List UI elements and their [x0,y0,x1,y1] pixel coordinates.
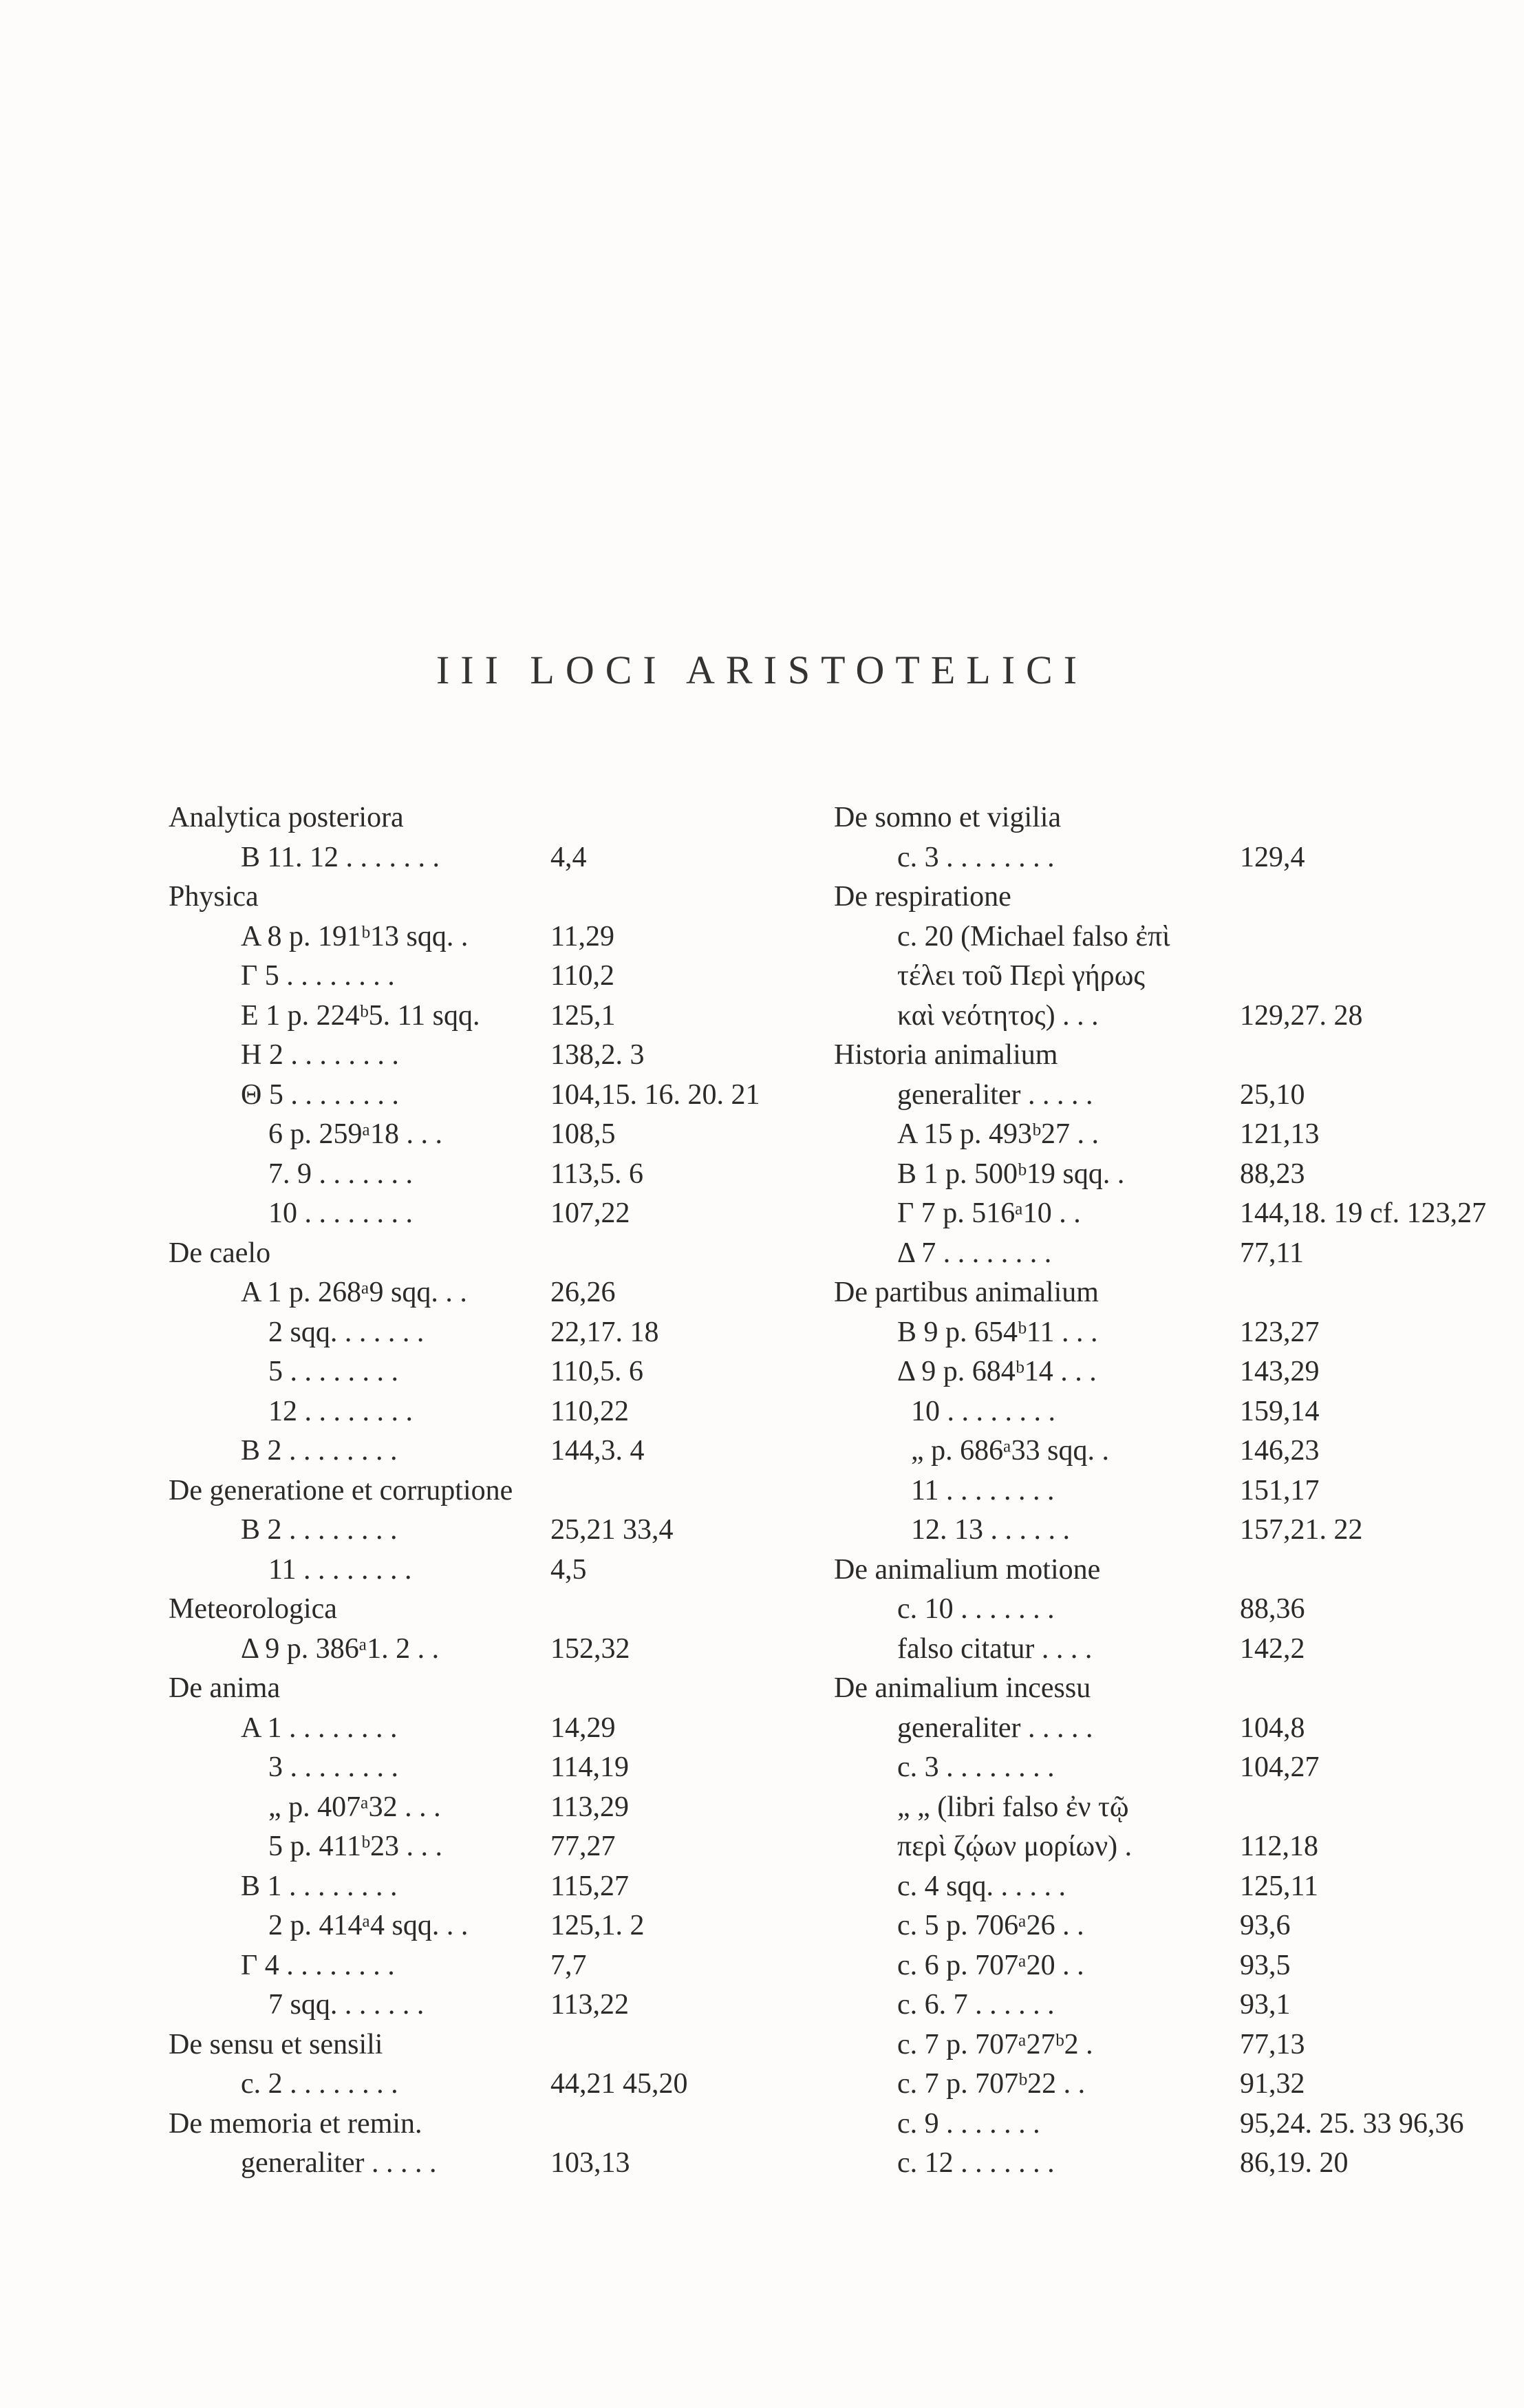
index-entry [834,1431,1494,1471]
index-entry [834,1985,1494,2025]
index-entry [834,1709,1494,1749]
index-entry [834,1788,1494,1828]
index-entry-label: generaliter . . . . . [897,1712,1093,1744]
index-entry [834,1511,1494,1551]
index-entry-reference: 88,23 [1240,1158,1305,1190]
index-entry-reference: 86,19. 20 [1240,2147,1349,2179]
index-entry [169,1630,788,1670]
index-entry-reference: 4,4 [550,841,587,873]
index-entry [169,997,788,1036]
index-entry-label: 2 sqq. . . . . . . [268,1316,425,1348]
index-entry-reference: 129,27. 28 [1240,999,1363,1032]
index-entry-label: περὶ ζῴων μορίων) . [897,1831,1133,1862]
index-entry-reference: 91,32 [1240,2068,1305,2100]
index-entry-reference: 104,8 [1240,1712,1305,1744]
index-entry-reference: 144,3. 4 [550,1435,645,1467]
index-entry-reference: 159,14 [1240,1395,1320,1427]
index-entry-label: Γ 5 . . . . . . . . [241,960,395,992]
index-entry-label: B 2 . . . . . . . . [241,1435,398,1467]
index-entry-reference: 103,13 [550,2147,630,2179]
index-entry-reference: 25,10 [1240,1078,1305,1111]
index-entry [169,957,788,997]
index-heading-label: De memoria et remin. [169,2107,422,2140]
index-heading [169,2025,788,2065]
index-heading-label: De generatione et corruptione [169,1474,513,1506]
index-heading-label: De respiratione [834,881,1011,913]
index-entry-reference: 104,27 [1240,1751,1320,1783]
index-entry-reference: 104,15. 16. 20. 21 [550,1078,760,1111]
index-entry [834,1313,1494,1353]
index-heading-label: Analytica posteriora [169,802,404,833]
index-entry-label: c. 7 p. 707ᵇ22 . . [897,2068,1086,2100]
index-entry-reference: 146,23 [1240,1435,1320,1467]
index-heading-label: De somno et vigilia [834,802,1062,833]
index-entry [834,838,1494,878]
index-entry-label: 11 . . . . . . . . [268,1553,412,1586]
index-entry-reference: 4,5 [550,1553,587,1586]
index-entry-reference: 125,1. 2 [550,1910,645,1941]
index-entry-label: 11 . . . . . . . . [911,1474,1055,1506]
index-entry [169,1155,788,1195]
right-index-column [834,798,1494,2184]
index-entry-reference: 151,17 [1240,1474,1320,1506]
index-entry [834,2144,1494,2184]
index-entry-reference: 77,27 [550,1831,616,1862]
index-entry [169,1194,788,1234]
index-entry-label: 7 sqq. . . . . . . [268,1989,425,2021]
index-entry [169,1551,788,1590]
index-entry [834,1906,1494,1946]
index-entry [834,2025,1494,2065]
page-title: III LOCI ARISTOTELICI [436,648,1088,692]
index-heading [834,1669,1494,1709]
index-entry-reference: 26,26 [550,1277,616,1308]
index-entry [834,1827,1494,1867]
index-entry-reference: 88,36 [1240,1593,1305,1625]
index-entry-reference: 138,2. 3 [550,1039,645,1071]
index-entry-reference: 108,5 [550,1118,616,1150]
index-entry [169,1431,788,1471]
index-entry-label: Δ 9 p. 684ᵇ14 . . . [897,1356,1097,1387]
index-entry-reference: 77,13 [1240,2028,1305,2060]
index-entry [169,2065,788,2105]
index-entry-label: 10 . . . . . . . . [911,1395,1055,1427]
index-entry-reference: 121,13 [1240,1118,1320,1150]
index-entry-label: A 15 p. 493ᵇ27 . . [897,1118,1099,1150]
index-entry-reference: 22,17. 18 [550,1316,659,1348]
index-entry-label: Γ 4 . . . . . . . . [241,1949,395,1981]
index-entry [834,917,1494,957]
index-entry-label: generaliter . . . . . [897,1078,1093,1111]
index-entry [169,1076,788,1116]
index-entry-label: 12 . . . . . . . . [268,1395,413,1427]
index-heading [169,1471,788,1511]
index-entry-label: „ p. 686ᵃ33 sqq. . [911,1435,1109,1467]
index-entry-label: c. 5 p. 706ᵃ26 . . [897,1910,1084,1941]
index-entry-label: B 11. 12 . . . . . . . [241,841,440,873]
index-heading-label: De animalium motione [834,1553,1101,1586]
index-entry-label: B 1 . . . . . . . . [241,1870,398,1902]
index-entry-reference: 14,29 [550,1712,616,1744]
index-entry-label: 6 p. 259ᵃ18 . . . [268,1118,442,1150]
index-entry-label: c. 6. 7 . . . . . . [897,1989,1055,2021]
index-entry-label: c. 20 (Michael falso ἐπὶ [897,920,1170,952]
index-entry [834,1115,1494,1155]
index-entry [169,1036,788,1076]
index-entry-label: Δ 7 . . . . . . . . [897,1237,1052,1269]
index-entry-label: Γ 7 p. 516ᵃ10 . . [897,1197,1081,1229]
index-entry-reference: 7,7 [550,1949,587,1981]
index-entry-label: falso citatur . . . . [897,1632,1093,1665]
index-entry [834,1946,1494,1986]
index-entry [169,1906,788,1946]
index-entry-label: c. 2 . . . . . . . . [241,2068,398,2100]
index-entry-reference: 93,5 [1240,1949,1291,1981]
index-entry [169,1827,788,1867]
index-entry [834,1748,1494,1788]
index-entry-label: Δ 9 p. 386ᵃ1. 2 . . [241,1632,440,1665]
index-entry-reference: 93,1 [1240,1989,1291,2021]
index-entry-reference: 125,11 [1240,1870,1318,1902]
index-heading [834,798,1494,838]
index-entry-reference: 107,22 [550,1197,630,1229]
index-entry-label: A 1 . . . . . . . . [241,1712,398,1744]
index-entry [834,1155,1494,1195]
index-entry-label: c. 12 . . . . . . . [897,2147,1055,2179]
index-entry-label: H 2 . . . . . . . . [241,1039,399,1071]
index-entry-reference: 143,29 [1240,1356,1320,1387]
index-entry-label: „ „ (libri falso ἐν τῷ [897,1791,1129,1823]
index-heading-label: Physica [169,881,259,913]
index-entry [834,1590,1494,1630]
index-heading [834,877,1494,917]
index-entry-label: c. 3 . . . . . . . . [897,1751,1055,1783]
index-heading [169,2105,788,2144]
index-entry-label: c. 3 . . . . . . . . [897,841,1055,873]
index-entry [169,1867,788,1907]
index-entry [834,997,1494,1036]
index-entry-label: 7. 9 . . . . . . . [268,1158,413,1190]
index-entry [834,957,1494,997]
index-entry [169,1985,788,2025]
index-entry [834,1471,1494,1511]
index-entry-label: A 1 p. 268ᵃ9 sqq. . . [241,1277,467,1308]
index-heading-label: Meteorologica [169,1593,337,1625]
index-heading-label: Historia animalium [834,1039,1058,1071]
index-entry [834,2065,1494,2105]
index-entry-reference: 110,2 [550,960,614,992]
index-entry [834,2105,1494,2144]
index-entry-label: c. 10 . . . . . . . [897,1593,1055,1625]
index-entry-label: „ p. 407ᵃ32 . . . [268,1791,441,1823]
index-heading [834,1551,1494,1590]
index-entry-label: 10 . . . . . . . . [268,1197,413,1229]
index-entry-reference: 11,29 [550,920,614,952]
index-entry-reference: 113,22 [550,1989,629,2021]
index-entry [169,917,788,957]
index-entry-label: A 8 p. 191ᵇ13 sqq. . [241,920,469,952]
index-heading [169,798,788,838]
index-heading [169,877,788,917]
index-entry-label: καὶ νεότητος) . . . [897,999,1099,1032]
index-entry [169,1115,788,1155]
index-entry [834,1352,1494,1392]
index-entry-reference: 129,4 [1240,841,1305,873]
index-heading-label: De anima [169,1672,281,1704]
index-entry [169,1392,788,1432]
index-entry-reference: 110,5. 6 [550,1356,643,1387]
index-entry-label: c. 6 p. 707ᵃ20 . . [897,1949,1084,1981]
index-entry-label: τέλει τοῦ Περὶ γήρως [897,960,1145,992]
index-entry-label: 12. 13 . . . . . . [911,1514,1070,1546]
index-entry [169,1946,788,1986]
index-entry-reference: 144,18. 19 cf. 123,27 [1240,1197,1487,1229]
index-heading [834,1036,1494,1076]
index-entry-label: 3 . . . . . . . . [268,1751,398,1783]
index-entry [169,1313,788,1353]
index-entry-reference: 113,5. 6 [550,1158,643,1190]
index-entry-reference: 77,11 [1240,1237,1304,1269]
index-entry-reference: 110,22 [550,1395,629,1427]
index-entry-label: Θ 5 . . . . . . . . [241,1078,399,1111]
index-entry-reference: 115,27 [550,1870,629,1902]
index-entry [169,1788,788,1828]
index-entry-label: B 2 . . . . . . . . [241,1514,398,1546]
index-entry [834,1867,1494,1907]
index-heading-label: De sensu et sensili [169,2028,383,2060]
index-heading [169,1234,788,1274]
index-entry [834,1630,1494,1670]
index-entry-reference: 113,29 [550,1791,629,1823]
index-heading [169,1590,788,1630]
index-heading-label: De partibus animalium [834,1277,1099,1308]
index-heading-label: De caelo [169,1237,271,1269]
index-entry-label: c. 4 sqq. . . . . . [897,1870,1066,1902]
left-index-column [169,798,788,2184]
index-entry [169,1709,788,1749]
index-entry [169,1748,788,1788]
index-entry-reference: 25,21 33,4 [550,1514,674,1546]
index-entry-reference: 123,27 [1240,1316,1320,1348]
index-entry [834,1234,1494,1274]
index-entry-label: 5 p. 411ᵇ23 . . . [268,1831,442,1862]
index-entry [834,1076,1494,1116]
index-entry [169,2144,788,2184]
index-heading-label: De animalium incessu [834,1672,1091,1704]
index-entry [169,838,788,878]
index-entry [169,1511,788,1551]
index-entry-reference: 125,1 [550,999,616,1032]
index-entry-label: B 1 p. 500ᵇ19 sqq. . [897,1158,1125,1190]
index-entry-reference: 44,21 45,20 [550,2068,688,2100]
index-entry-reference: 142,2 [1240,1632,1305,1665]
index-entry-label: generaliter . . . . . [241,2147,437,2179]
index-entry-reference: 157,21. 22 [1240,1514,1363,1546]
index-entry-reference: 95,24. 25. 33 96,36 [1240,2107,1464,2140]
index-entry-label: c. 7 p. 707ᵃ27ᵇ2 . [897,2028,1093,2060]
index-entry [834,1194,1494,1234]
index-heading [834,1273,1494,1313]
index-entry [169,1352,788,1392]
index-heading [169,1669,788,1709]
index-entry-reference: 114,19 [550,1751,629,1783]
index-entry-label: B 9 p. 654ᵇ11 . . . [897,1316,1098,1348]
index-entry-reference: 112,18 [1240,1831,1318,1862]
index-entry-reference: 152,32 [550,1632,630,1665]
index-entry-label: c. 9 . . . . . . . [897,2107,1040,2140]
index-entry-reference: 93,6 [1240,1910,1291,1941]
index-entry [169,1273,788,1313]
index-entry-label: 5 . . . . . . . . [268,1356,398,1387]
index-entry-label: 2 p. 414ᵃ4 sqq. . . [268,1910,469,1941]
index-entry [834,1392,1494,1432]
index-entry-label: E 1 p. 224ᵇ5. 11 sqq. [241,999,480,1032]
